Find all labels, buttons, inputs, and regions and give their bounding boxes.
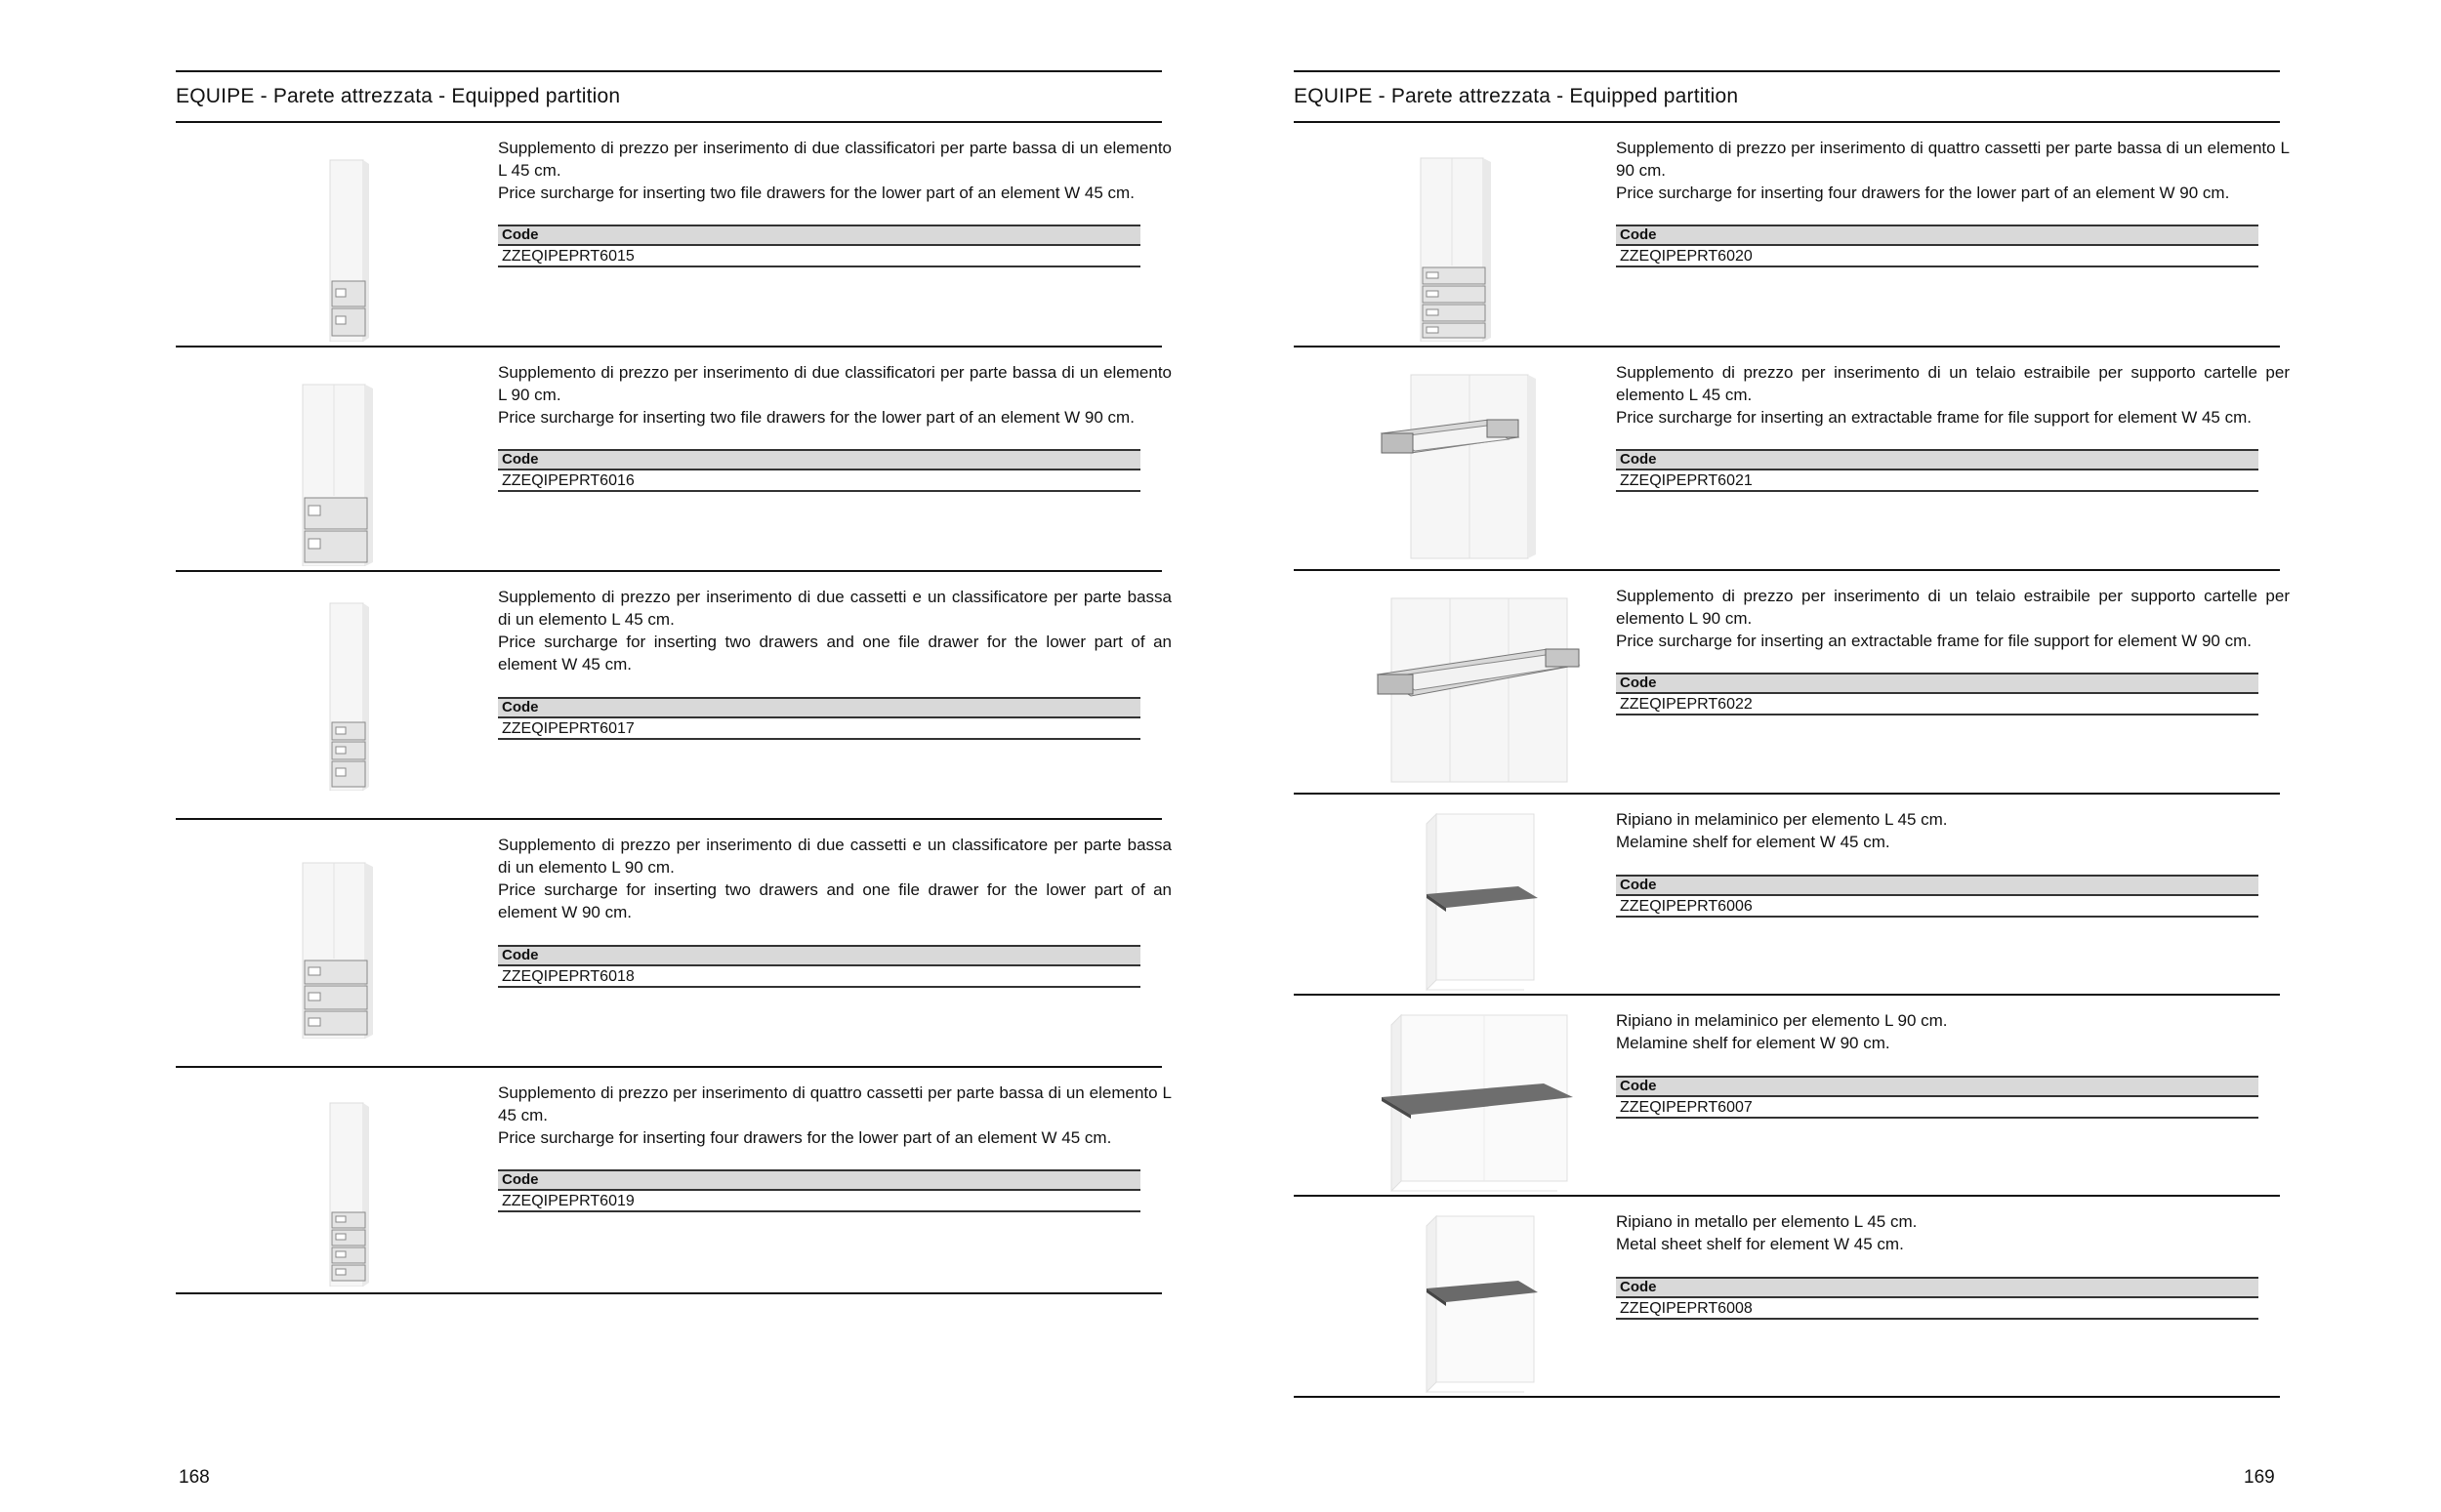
right-page	[1294, 0, 2290, 1512]
entry-description	[498, 834, 1172, 923]
product-image	[1372, 361, 1587, 566]
product-code: ZZEQIPEPRT6006	[1616, 896, 2258, 918]
header-title: EQUIPE - Parete attrezzata - Equipped partition	[176, 85, 621, 107]
description-italian: Supplemento di prezzo per inserimento di due cassetti e un classificatore per parte bassa di un elemento L 45 cm.	[498, 588, 1172, 629]
catalog-entry	[176, 572, 1172, 820]
description-italian: Supplemento di prezzo per inserimento di due classificatori per parte bassa di un elemento L 90 cm.	[498, 363, 1172, 404]
description-italian: Ripiano in melaminico per elemento L 45 cm.	[1616, 810, 1948, 829]
description-english: Price surcharge for inserting an extractable frame for file support for element W 90 cm.	[1616, 632, 2252, 650]
code-label: Code	[1616, 1076, 2258, 1097]
description-italian: Supplemento di prezzo per inserimento di due classificatori per parte bassa di un elemento L 45 cm.	[498, 139, 1172, 180]
description-italian: Ripiano in metallo per elemento L 45 cm.	[1616, 1212, 1918, 1231]
description-english: Metal sheet shelf for element W 45 cm.	[1616, 1235, 1904, 1253]
product-code: ZZEQIPEPRT6008	[1616, 1298, 2258, 1320]
page-number: 168	[179, 1467, 210, 1488]
entry-description	[498, 586, 1172, 675]
description-english: Price surcharge for inserting two file drawers for the lower part of an element W 90 cm.	[498, 408, 1135, 427]
product-code: ZZEQIPEPRT6020	[1616, 246, 2258, 267]
code-label: Code	[1616, 1277, 2258, 1298]
product-code: ZZEQIPEPRT6021	[1616, 470, 2258, 492]
product-image	[254, 361, 469, 566]
description-english: Price surcharge for inserting two file drawers for the lower part of an element W 45 cm.	[498, 184, 1135, 202]
description-english: Price surcharge for inserting two drawers and one file drawer for the lower part of an element W 90 cm.	[498, 880, 1172, 921]
code-table	[1616, 1076, 2258, 1119]
code-table	[498, 225, 1140, 267]
entry-description	[1616, 1009, 2290, 1054]
code-label: Code	[498, 449, 1140, 470]
entry-description	[1616, 137, 2290, 204]
product-image	[1372, 137, 1587, 342]
code-table	[498, 697, 1140, 740]
product-image	[254, 1082, 469, 1287]
product-image	[1372, 808, 1587, 994]
code-table	[1616, 225, 2258, 267]
left-page	[176, 0, 1172, 1512]
description-italian: Supplemento di prezzo per inserimento di un telaio estraibile per supporto cartelle per elemento L 45 cm.	[1616, 363, 2290, 404]
description-english: Price surcharge for inserting four drawers for the lower part of an element W 90 cm.	[1616, 184, 2230, 202]
catalog-entry	[1294, 123, 2290, 347]
product-code: ZZEQIPEPRT6016	[498, 470, 1140, 492]
product-code: ZZEQIPEPRT6017	[498, 718, 1140, 740]
product-image	[254, 586, 469, 791]
catalog-entry	[1294, 996, 2280, 1197]
product-code: ZZEQIPEPRT6007	[1616, 1097, 2258, 1119]
catalog-entry	[1294, 571, 2290, 795]
catalog-entry	[1294, 1197, 2280, 1398]
catalog-entry	[176, 123, 1172, 347]
catalog-entry	[1294, 795, 2280, 996]
product-image	[1372, 1210, 1587, 1396]
product-code: ZZEQIPEPRT6019	[498, 1191, 1140, 1212]
code-label: Code	[1616, 673, 2258, 694]
page-header	[176, 70, 1162, 123]
entry-description	[1616, 808, 2290, 853]
product-image	[254, 137, 469, 342]
code-table	[1616, 673, 2258, 715]
catalog-entry	[176, 1068, 1172, 1294]
code-table	[498, 449, 1140, 492]
code-table	[498, 1169, 1140, 1212]
code-table	[498, 945, 1140, 988]
page-header	[1294, 70, 2280, 123]
code-label: Code	[498, 945, 1140, 966]
entry-description	[1616, 361, 2290, 429]
code-label: Code	[498, 697, 1140, 718]
product-image	[1372, 585, 1587, 790]
code-label: Code	[1616, 225, 2258, 246]
description-english: Price surcharge for inserting an extractable frame for file support for element W 45 cm.	[1616, 408, 2252, 427]
description-english: Melamine shelf for element W 45 cm.	[1616, 833, 1890, 851]
header-title: EQUIPE - Parete attrezzata - Equipped partition	[1294, 85, 1739, 107]
description-italian: Ripiano in melaminico per elemento L 90 cm.	[1616, 1011, 1948, 1030]
code-label: Code	[498, 1169, 1140, 1191]
code-table	[1616, 1277, 2258, 1320]
entry-description	[498, 137, 1172, 204]
code-table	[1616, 449, 2258, 492]
code-label: Code	[498, 225, 1140, 246]
page-number: 169	[2244, 1467, 2275, 1488]
description-italian: Supplemento di prezzo per inserimento di quattro cassetti per parte bassa di un elemento L 90 cm.	[1616, 139, 2290, 180]
product-image	[254, 834, 469, 1039]
description-english: Price surcharge for inserting two drawers and one file drawer for the lower part of an element W 45 cm.	[498, 633, 1172, 674]
code-label: Code	[1616, 449, 2258, 470]
description-italian: Supplemento di prezzo per inserimento di due cassetti e un classificatore per parte bassa di un elemento L 90 cm.	[498, 836, 1172, 877]
description-english: Melamine shelf for element W 90 cm.	[1616, 1034, 1890, 1052]
product-code: ZZEQIPEPRT6015	[498, 246, 1140, 267]
catalog-entry	[176, 820, 1172, 1068]
entry-description	[498, 1082, 1172, 1149]
product-image	[1372, 1009, 1587, 1195]
code-label: Code	[1616, 875, 2258, 896]
catalog-entry	[1294, 347, 2290, 571]
description-english: Price surcharge for inserting four drawers for the lower part of an element W 45 cm.	[498, 1128, 1112, 1147]
description-italian: Supplemento di prezzo per inserimento di quattro cassetti per parte bassa di un elemento L 45 cm.	[498, 1083, 1172, 1124]
product-code: ZZEQIPEPRT6018	[498, 966, 1140, 988]
description-italian: Supplemento di prezzo per inserimento di un telaio estraibile per supporto cartelle per elemento L 90 cm.	[1616, 587, 2290, 628]
catalog-entry	[176, 347, 1172, 572]
entry-description	[1616, 1210, 2290, 1255]
entry-description	[1616, 585, 2290, 652]
entry-description	[498, 361, 1172, 429]
code-table	[1616, 875, 2258, 918]
product-code: ZZEQIPEPRT6022	[1616, 694, 2258, 715]
